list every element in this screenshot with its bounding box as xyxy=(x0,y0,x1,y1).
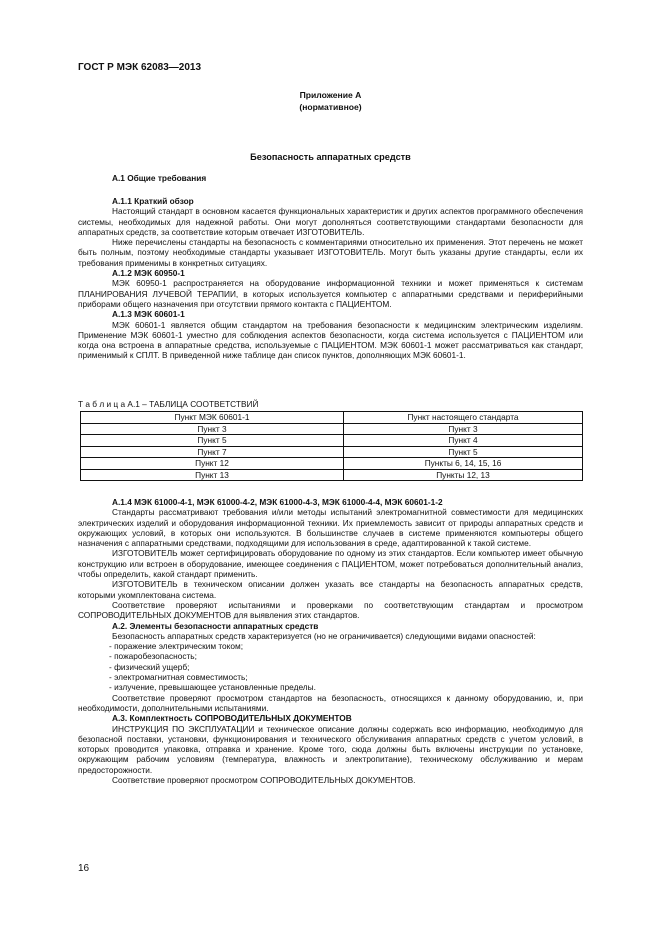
table-header-row xyxy=(81,412,583,424)
list-item: - излучение, превышающее установленные пределы. xyxy=(109,682,316,693)
paragraph: Соответствие проверяют просмотром СОПРОВОДИТЕЛЬНЫХ ДОКУМЕНТОВ. xyxy=(112,775,416,786)
standard-id: ГОСТ Р МЭК 62083—2013 xyxy=(78,62,202,73)
table-cell: Пункт 13 xyxy=(81,469,344,481)
paragraph: МЭК 60950-1 распространяется на оборудование информационной техники и может применяться к системам ПЛАНИРОВАНИЯ ЛУЧЕВОЙ ТЕРАПИИ, в которых используется компьютер с аппаратными средствами и периферийными приборами общего назначения при отсутствии прямого контакта с ПАЦИЕНТОМ. xyxy=(78,278,583,309)
appendix-title: Безопасность аппаратных средств xyxy=(250,152,411,162)
paragraph: Соответствие проверяют испытаниями и проверками по соответствующим стандартам и просмотром СОПРОВОДИТЕЛЬНЫХ ДОКУМЕНТОВ для выявления этих стандартов. xyxy=(78,599,583,621)
paragraph: ИНСТРУКЦИЯ ПО ЭКСПЛУАТАЦИИ и техническое описание должны содержать всю информацию, необходимую для безопасной поставки, установки, функционирования и технического обслуживания аппаратных средств с учетом условий, в которых проводится упаковка, отправка и хранение. Кроме того, сюда должны быть включены инструкции по установке, окружающим рабочим условиям (температура, влажность и электропитание), техническому обслуживанию и мерам предосторожности. xyxy=(78,723,583,775)
table-cell: Пункт 4 xyxy=(344,435,583,447)
table-header-cell: Пункт настоящего стандарта xyxy=(344,412,583,424)
table-header-cell: Пункт МЭК 60601-1 xyxy=(81,412,344,424)
list-item: - физический ущерб; xyxy=(109,661,190,672)
section-heading: А.3. Комплектность СОПРОВОДИТЕЛЬНЫХ ДОКУМЕНТОВ xyxy=(112,713,352,724)
list-item: - пожаробезопасность; xyxy=(109,651,197,662)
section-heading: А.1 Общие требования xyxy=(112,173,207,183)
table-row xyxy=(81,435,583,447)
table-cell: Пункт 5 xyxy=(81,435,344,447)
table-row xyxy=(81,469,583,481)
section-a1-4 xyxy=(78,497,583,785)
table-cell: Пункт 7 xyxy=(81,446,344,458)
subsection-heading: А.1.3 МЭК 60601-1 xyxy=(112,309,185,320)
table-caption: Т а б л и ц а А.1 – ТАБЛИЦА СООТВЕТСТВИЙ xyxy=(78,399,259,409)
section-a1 xyxy=(78,173,583,183)
list-item: - электромагнитная совместимость; xyxy=(109,672,248,683)
subsection-heading: А.1.2 МЭК 60950-1 xyxy=(112,268,185,279)
table-row xyxy=(81,423,583,435)
table-cell: Пункт 3 xyxy=(81,423,344,435)
paragraph: Стандарты рассматривают требования и/или методы испытаний электромагнитной совместимости для медицинских электрических изделий и оборудования информационной техники. Их приемлемость зависит от природы аппаратных средств и окружающих условий, в которых они используются. В большинстве случаев в системе применяются компьютеры общего назначения с аппаратными средствами, подходящими для использования в среде, адаптированной к такой системе. xyxy=(78,507,583,549)
paragraph: ИЗГОТОВИТЕЛЬ в техническом описании должен указать все стандарты на безопасность аппаратных средств, которыми укомплектована система. xyxy=(78,579,583,600)
paragraph: Настоящий стандарт в основном касается функциональных характеристик и других аспектов программного обеспечения системы, необходимых для надежной работы. Они могут дополняться соответствующими стандартами безопасности для аппаратных средств, за соответствие которым отвечает ИЗГОТОВИТЕЛЬ. xyxy=(78,206,583,237)
list-item: - поражение электрическим током; xyxy=(109,641,244,652)
paragraph: Безопасность аппаратных средств характеризуется (но не ограничивается) следующими видами опасностей: xyxy=(112,630,536,641)
appendix-label: Приложение А xyxy=(299,90,362,100)
section-a1-1 xyxy=(78,196,583,361)
table-row xyxy=(81,458,583,470)
paragraph: Ниже перечислены стандарты на безопасность с комментариями относительно их применения. Этот перечень не может быть полным, поэтому необходимые стандарты указывает ИЗГОТОВИТЕЛЬ. Могут быть указаны другие стандарты, если их требования применимы в конкретных ситуациях. xyxy=(78,237,583,268)
paragraph: Соответствие проверяют просмотром стандартов на безопасность, относящихся к данному оборудованию, и, при необходимости, дополнительными испытаниями. xyxy=(78,692,583,713)
appendix-type: (нормативное) xyxy=(299,102,362,112)
table-cell: Пункты 12, 13 xyxy=(344,469,583,481)
paragraph: МЭК 60601-1 является общим стандартом на требования безопасности к медицинским электрическим изделиям. Применение МЭК 60601-1 уместно для соблюдения аспектов безопасности, когда система используется с ПАЦИЕНТОМ или когда она встроена в аппаратные средства, используемые с ПАЦИЕНТОМ. МЭК 60601-1 может рассматриваться как стандарт, применимый к СПЛТ. В приведенной ниже таблице дан список пунктов, дополняющих МЭК 60601-1. xyxy=(78,319,583,361)
table-cell: Пункт 5 xyxy=(344,446,583,458)
correspondence-table xyxy=(80,411,583,481)
table-cell: Пункты 6, 14, 15, 16 xyxy=(344,458,583,470)
subsection-heading: А.1.4 МЭК 61000-4-1, МЭК 61000-4-2, МЭК 61000-4-3, МЭК 61000-4-4, МЭК 60601-1-2 xyxy=(112,497,443,507)
subsection-heading: А.1.1 Краткий обзор xyxy=(112,196,194,206)
page-number: 16 xyxy=(78,863,90,874)
section-heading: А.2. Элементы безопасности аппаратных средств xyxy=(112,620,319,631)
table-cell: Пункт 12 xyxy=(81,458,344,470)
table-row xyxy=(81,446,583,458)
table-cell: Пункт 3 xyxy=(344,423,583,435)
paragraph: ИЗГОТОВИТЕЛЬ может сертифицировать оборудование по одному из этих стандартов. Если компьютер имеет обычную конструкцию или встроен в оборудование, имеющее соединения с ПАЦИЕНТОМ, может потребоваться дополнительный анализ, чтобы определить, какой стандарт применить. xyxy=(78,548,583,580)
